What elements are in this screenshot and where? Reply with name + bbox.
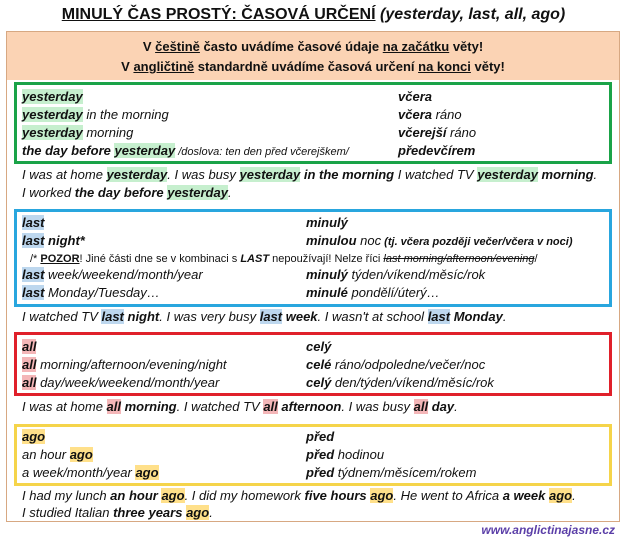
warning-text: /* <box>30 253 41 265</box>
all-row-3-en <box>22 374 219 392</box>
keyword: last <box>22 285 45 300</box>
phrase: morning/afternoon/evening/night <box>36 357 227 372</box>
example-text: . I was busy <box>341 399 414 414</box>
keyword: last <box>22 215 45 230</box>
keyword: yesterday <box>239 167 301 182</box>
phrase: týdnem/měsícem/rokem <box>334 465 477 480</box>
note-text: angličtině <box>133 59 195 74</box>
example-text: . I did my homework <box>184 488 305 503</box>
keyword: ago <box>69 447 93 462</box>
phrase: ráno <box>446 125 477 140</box>
example-text: . <box>572 488 576 503</box>
phrase: day/week/weekend/month/year <box>36 375 220 390</box>
phrase: ráno <box>431 107 462 122</box>
keyword: ago <box>22 429 46 444</box>
note-text: věty! <box>470 59 505 74</box>
note-text: standardně uvádíme časová určení <box>194 59 419 74</box>
phrase: an hour <box>22 447 70 462</box>
ago-example-2 <box>22 504 213 522</box>
title-keywords: (yesterday, last, all, ago) <box>379 6 566 23</box>
keyword: yesterday <box>477 167 538 182</box>
phrase: Monday/Tuesday… <box>44 285 160 300</box>
phrase: hodinou <box>334 447 385 462</box>
last-row-2-en <box>22 232 85 250</box>
ago-row-2-cz <box>306 446 384 464</box>
example-text: . <box>227 185 232 200</box>
example-text: I watched TV <box>22 309 102 324</box>
keyword: minulý <box>306 215 348 230</box>
last-row-1-en <box>22 214 44 232</box>
example-text: . He went to Africa <box>393 488 503 503</box>
keyword: all <box>22 357 37 372</box>
keyword: last <box>259 309 283 324</box>
note-line-1 <box>7 37 619 57</box>
all-row-3-cz <box>306 374 494 392</box>
phrase: a week/month/year <box>22 465 136 480</box>
example-text: morning <box>121 399 177 414</box>
example-text: morning <box>537 167 594 182</box>
phrase: the day before <box>22 143 115 158</box>
keyword: před <box>306 465 335 480</box>
yesterday-row-2-cz <box>398 106 462 124</box>
keyword: celý <box>306 375 332 390</box>
keyword: all <box>22 375 37 390</box>
example-text: . I wasn't at school <box>317 309 428 324</box>
all-row-1-cz <box>306 338 331 356</box>
phrase: den/týden/víkend/měsíc/rok <box>331 375 494 390</box>
yesterday-row-4-en <box>22 142 349 160</box>
phrase: ráno/odpoledne/večer/noc <box>331 357 486 372</box>
yesterday-row-3-en <box>22 124 133 142</box>
example-text: an hour <box>110 488 162 503</box>
note-text: V <box>121 59 134 74</box>
example-text: . I was very busy <box>159 309 260 324</box>
wrong-example: last morning/afternoon/evening <box>383 253 535 265</box>
last-row-4-en <box>22 266 203 284</box>
yesterday-row-4-cz <box>398 142 475 160</box>
keyword: ago <box>548 488 573 503</box>
keyword: last <box>22 233 45 248</box>
yesterday-row-1-cz <box>398 88 432 106</box>
website-link[interactable]: www.anglictinajasne.cz <box>481 523 615 537</box>
all-row-2-en <box>22 356 227 374</box>
example-text: in the morning <box>300 167 395 182</box>
explanation: (tj. včera později večer/včera v noci) <box>381 236 573 248</box>
keyword: včera <box>398 89 432 104</box>
example-text: the day before <box>74 185 168 200</box>
yesterday-row-1-en <box>22 88 83 106</box>
page-title <box>0 6 627 24</box>
keyword: ago <box>370 488 394 503</box>
keyword: před <box>306 447 335 462</box>
example-text: I worked <box>22 185 75 200</box>
note-text: často uvádíme časové údaje <box>199 39 383 54</box>
keyword: včerejší <box>398 125 447 140</box>
warning-text: ! Jiné části dne se v kombinaci s <box>79 253 241 265</box>
keyword: ago <box>186 505 210 520</box>
keyword: yesterday <box>106 167 168 182</box>
title-main: MINULÝ ČAS PROSTÝ: ČASOVÁ URČENÍ <box>61 6 376 23</box>
keyword: yesterday <box>22 125 83 140</box>
yesterday-example-2 <box>22 184 232 202</box>
keyword: yesterday <box>167 185 228 200</box>
note-text: věty! <box>449 39 484 54</box>
keyword: yesterday <box>22 107 83 122</box>
keyword: all <box>263 399 278 414</box>
last-example <box>22 308 506 326</box>
phrase: morning <box>82 125 134 140</box>
keyword: yesterday <box>114 143 176 158</box>
phrase: night* <box>44 233 85 248</box>
example-text: afternoon <box>277 399 342 414</box>
example-text: I was at home <box>22 167 107 182</box>
keyword: předevčírem <box>398 143 476 158</box>
last-row-1-cz <box>306 214 348 232</box>
keyword: last <box>22 267 45 282</box>
keyword: ago <box>161 488 185 503</box>
ago-row-2-en <box>22 446 93 464</box>
example-text: . <box>209 505 213 520</box>
note-text: V <box>142 39 156 54</box>
yesterday-row-3-cz <box>398 124 476 142</box>
note-line-2 <box>7 57 619 77</box>
example-text: five hours <box>304 488 371 503</box>
example-text: Monday <box>450 309 503 324</box>
keyword: all <box>22 339 37 354</box>
warning-text: POZOR <box>40 253 80 265</box>
keyword: před <box>306 429 335 444</box>
phrase: in the morning <box>82 107 169 122</box>
keyword: last <box>427 309 451 324</box>
example-text: night <box>123 309 160 324</box>
example-text: I studied Italian <box>22 505 114 520</box>
all-row-1-en <box>22 338 36 356</box>
example-text: . <box>593 167 598 182</box>
last-row-4-cz <box>306 266 485 284</box>
example-text: . <box>454 399 458 414</box>
keyword: minulé <box>306 285 348 300</box>
last-row-5-cz <box>306 284 440 302</box>
keyword: ago <box>135 465 159 480</box>
example-text: . I was busy <box>167 167 240 182</box>
yesterday-row-2-en <box>22 106 169 124</box>
word-order-note <box>7 32 619 80</box>
keyword: celé <box>306 357 332 372</box>
note-text: na konci <box>418 59 471 74</box>
literal-note: /doslova: ten den před včerejškem/ <box>175 146 349 158</box>
keyword: minulou <box>306 233 357 248</box>
keyword: all <box>106 399 122 414</box>
all-row-2-cz <box>306 356 485 374</box>
keyword: last <box>101 309 124 324</box>
keyword: minulý <box>306 267 348 282</box>
yesterday-example-1 <box>22 166 597 184</box>
warning-text: nepoužívají! Nelze říci <box>269 253 384 265</box>
keyword: all <box>413 399 429 414</box>
warning-text: LAST <box>240 253 270 265</box>
keyword: yesterday <box>22 89 83 104</box>
last-row-2-cz <box>306 232 573 250</box>
example-text: . I watched TV <box>176 399 264 414</box>
last-row-5-en <box>22 284 160 302</box>
example-text: . <box>502 309 507 324</box>
phrase: week/weekend/month/year <box>44 267 203 282</box>
ago-row-1-cz <box>306 428 334 446</box>
all-example <box>22 398 458 416</box>
phrase: noc <box>356 233 382 248</box>
phrase: týden/víkend/měsíc/rok <box>347 267 486 282</box>
ago-row-3-cz <box>306 464 477 482</box>
note-text: na začátku <box>382 39 450 54</box>
example-text: I watched TV <box>394 167 478 182</box>
ago-row-1-en <box>22 428 45 446</box>
example-text: a week <box>502 488 549 503</box>
keyword: celý <box>306 339 332 354</box>
example-text: I was at home <box>22 399 107 414</box>
example-text: week <box>282 309 318 324</box>
ago-example-1 <box>22 487 576 505</box>
example-text: three years <box>113 505 187 520</box>
note-text: češtině <box>155 39 200 54</box>
warning-text: / <box>534 253 538 265</box>
example-text: day <box>428 399 455 414</box>
example-text: I had my lunch <box>22 488 111 503</box>
ago-row-3-en <box>22 464 159 482</box>
keyword: včera <box>398 107 432 122</box>
phrase: pondělí/úterý… <box>347 285 440 300</box>
